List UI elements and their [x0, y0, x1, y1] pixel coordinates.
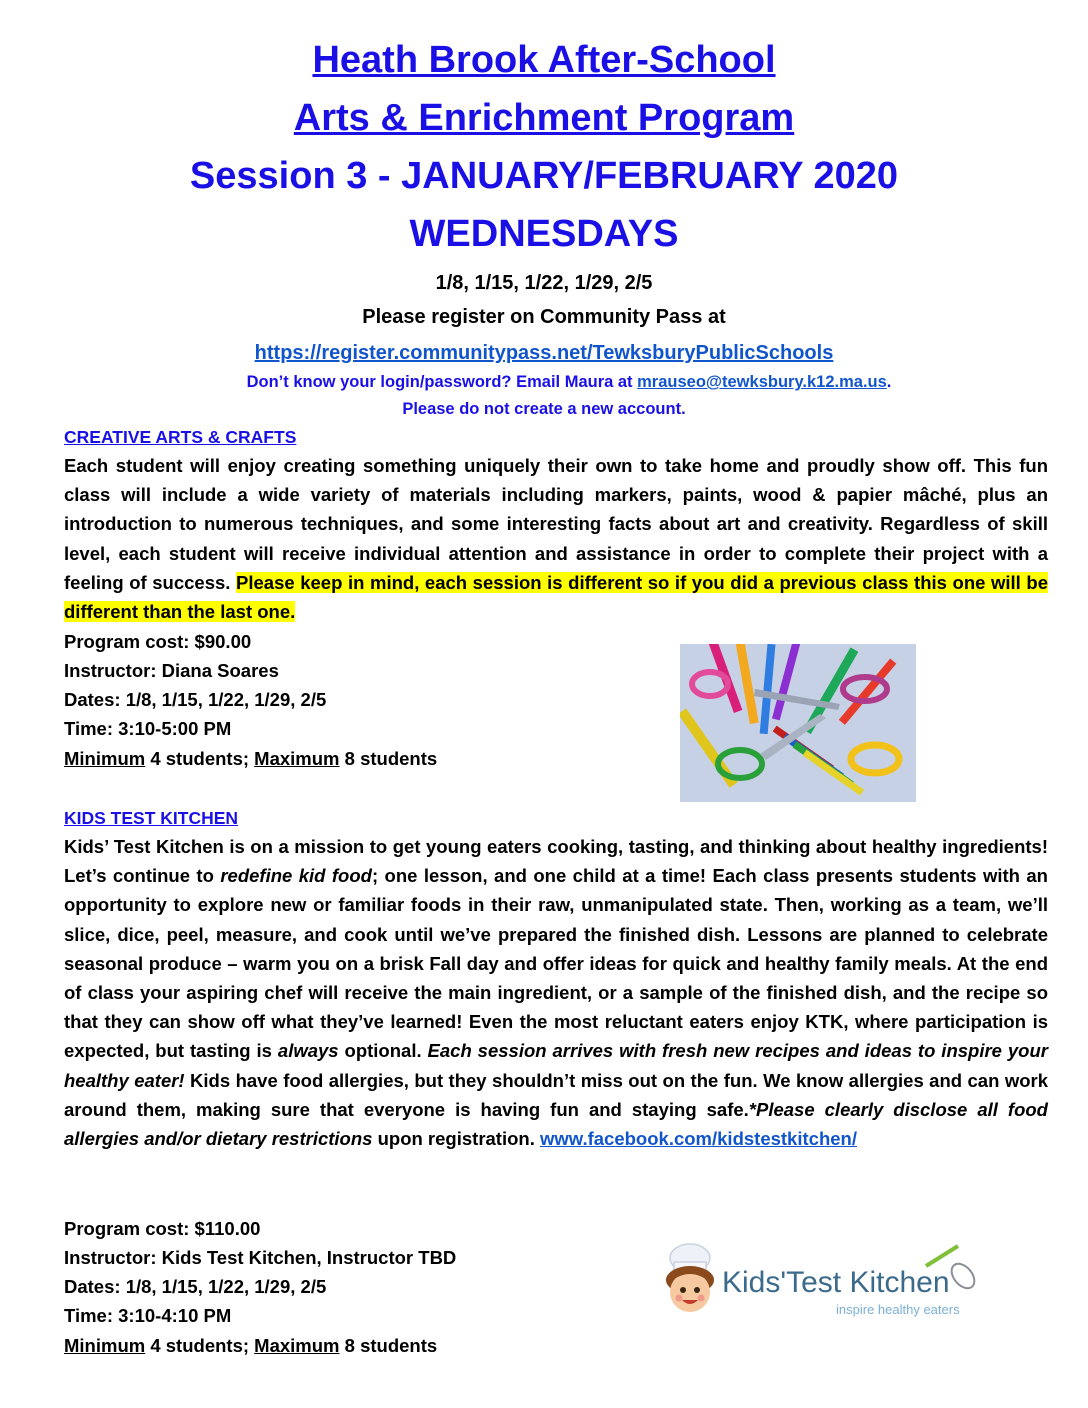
- kitchen-time: Time: 3:10-4:10 PM: [64, 1305, 232, 1326]
- arts-min-text: 4 students;: [145, 748, 255, 769]
- kitchen-body-1-em: redefine kid food: [220, 865, 372, 887]
- arts-time: Time: 3:10-5:00 PM: [64, 718, 232, 739]
- title-line-3: Session 3 - JANUARY/FEBRUARY 2020: [189, 155, 899, 197]
- register-text: Please register on Community Pass at: [362, 306, 726, 328]
- kitchen-body-5: upon registration.: [372, 1128, 540, 1150]
- kitchen-dates: Dates: 1/8, 1/15, 1/22, 1/29, 2/5: [64, 1276, 327, 1297]
- kitchen-body-1: Kids’ Test Kitchen is on a mission to get young eaters cooking, tasting, and thinking about healthy ingredients! Let’s continue to: [64, 836, 1048, 887]
- no-new-account-note: Please do not create a new account.: [402, 400, 686, 418]
- arts-body: Each student will enjoy creating something uniquely their own to take home and proudly show off. This fun class will include a wide variety of materials including markers, paints, wood & papier mâché, plus an introduction to numerous techniques, and some interesting facts about art and creativity. Regardless of skill level, each student will receive individual attention and assistance in order to complete their project with a feeling of success.: [64, 455, 1048, 593]
- arts-highlight: Please keep in mind, each session is different so if you did a previous class this one will be different than the last one.: [64, 571, 1048, 623]
- kitchen-cost: Program cost: $110.00: [64, 1218, 261, 1239]
- kitchen-body-4-em: *Please clearly disclose all food allergies and/or dietary restrictions: [64, 1098, 1048, 1150]
- title-line-2: Arts & Enrichment Program: [293, 97, 795, 139]
- arts-min-label: Minimum: [64, 748, 146, 769]
- login-help-suffix: .: [886, 373, 892, 391]
- title-line-4: WEDNESDAYS: [409, 213, 679, 255]
- kids-test-kitchen-logo: [658, 1236, 988, 1332]
- arts-cost: Program cost: $90.00: [64, 631, 252, 652]
- arts-instructor: Instructor: Diana Soares: [64, 660, 279, 681]
- kitchen-description: [64, 832, 1048, 1153]
- logo-title: Kids'Test Kitchen: [722, 1266, 950, 1299]
- kitchen-body-3-em: Each session arrives with fresh new recipes and ideas to inspire your healthy eater!: [64, 1040, 1048, 1091]
- login-help: [25, 371, 1088, 393]
- register-link[interactable]: https://register.communitypass.net/TewksburyPublicSchools: [254, 342, 834, 364]
- title-line-1: Heath Brook After-School: [312, 39, 776, 81]
- login-help-text: Don’t know your login/password? Email Maura at: [246, 373, 638, 391]
- logo-tagline: inspire healthy eaters: [836, 1302, 960, 1317]
- kitchen-heading[interactable]: KIDS TEST KITCHEN: [64, 808, 239, 828]
- arts-heading[interactable]: CREATIVE ARTS & CRAFTS: [64, 427, 297, 447]
- kitchen-max-text: 8 students: [339, 1335, 438, 1356]
- arts-max-text: 8 students: [339, 748, 438, 769]
- kitchen-body-3: optional.: [338, 1040, 428, 1062]
- kitchen-capacity: [64, 1331, 437, 1360]
- email-link[interactable]: mrauseo@tewksbury.k12.ma.us: [637, 373, 887, 391]
- kitchen-max-label: Maximum: [254, 1335, 340, 1356]
- facebook-link[interactable]: www.facebook.com/kidstestkitchen/: [539, 1128, 857, 1150]
- art-supplies-photo: [680, 644, 916, 802]
- kitchen-body-2: ; one lesson, and one child at a time! Each class presents students with an opportunity to explore new or familiar foods in their raw, unmanipulated state. Then, working as a team, we’ll slice, dice, peel, measure, and cook until we’ve prepared the finished dish. Lessons are planned to celebrate seasonal produce – warm you on a brisk Fall day and offer ideas for quick and healthy family meals. At the end of class your aspiring chef will receive the main ingredient, or a sample of the finished dish, and the recipe so that they can show off what they’ve learned! Even the most reluctant eaters enjoy KTK, where participation is expected, but tasting is: [64, 865, 1048, 1062]
- kitchen-instructor: Instructor: Kids Test Kitchen, Instructor TBD: [64, 1247, 457, 1268]
- kitchen-body-4: Kids have food allergies, but they shouldn’t miss out on the fun. We know allergies and can work around them, making sure that everyone is having fun and staying safe.: [64, 1069, 1049, 1120]
- kitchen-body-2-em: always: [277, 1040, 339, 1062]
- arts-capacity: [64, 744, 437, 773]
- session-dates: 1/8, 1/15, 1/22, 1/29, 2/5: [435, 272, 653, 294]
- arts-max-label: Maximum: [254, 748, 340, 769]
- kitchen-min-text: 4 students;: [145, 1335, 255, 1356]
- kitchen-min-label: Minimum: [64, 1335, 146, 1356]
- arts-dates: Dates: 1/8, 1/15, 1/22, 1/29, 2/5: [64, 689, 327, 710]
- arts-description: [64, 451, 1048, 626]
